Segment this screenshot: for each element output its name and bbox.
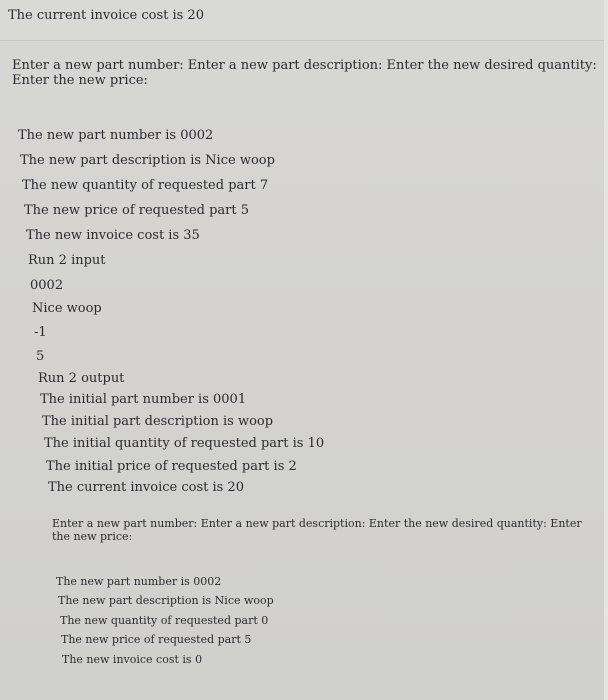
run1-output-line: The new quantity of requested part 7 xyxy=(22,178,269,193)
current-invoice-line: The current invoice cost is 20 xyxy=(8,8,204,23)
run2-output-line: The current invoice cost is 20 xyxy=(48,480,244,495)
page-edge xyxy=(604,0,608,700)
run2-input-value: 5 xyxy=(36,349,45,364)
run1-output-line: The new price of requested part 5 xyxy=(24,203,250,218)
run2-input-value: Nice woop xyxy=(32,301,102,316)
run2-new-line: The new quantity of requested part 0 xyxy=(60,614,269,627)
run2-new-line: The new part number is 0002 xyxy=(56,575,222,588)
run2-new-line: The new part description is Nice woop xyxy=(58,594,274,607)
run1-output-line: The new part description is Nice woop xyxy=(20,153,275,168)
run2-new-line: The new price of requested part 5 xyxy=(61,633,252,646)
run2-prompt: Enter a new part number: Enter a new part description: Enter the new desired quantity: Enter the new price: xyxy=(52,517,582,543)
run2-output-line: The initial price of requested part is 2 xyxy=(46,459,297,474)
run2-new-line: The new invoice cost is 0 xyxy=(62,653,203,666)
run2-output-title: Run 2 output xyxy=(38,371,125,386)
run2-input-title: Run 2 input xyxy=(28,253,106,268)
run1-prompt: Enter a new part number: Enter a new part description: Enter the new desired quantity: Enter the new price: xyxy=(12,58,597,88)
run1-output-line: The new part number is 0002 xyxy=(18,128,214,143)
run2-output-line: The initial quantity of requested part is 10 xyxy=(44,436,325,451)
run2-output-line: The initial part description is woop xyxy=(42,414,274,429)
run2-input-value: -1 xyxy=(34,325,47,340)
run1-output-line: The new invoice cost is 35 xyxy=(26,228,200,243)
run2-output-line: The initial part number is 0001 xyxy=(40,392,247,407)
run2-input-value: 0002 xyxy=(30,278,64,293)
